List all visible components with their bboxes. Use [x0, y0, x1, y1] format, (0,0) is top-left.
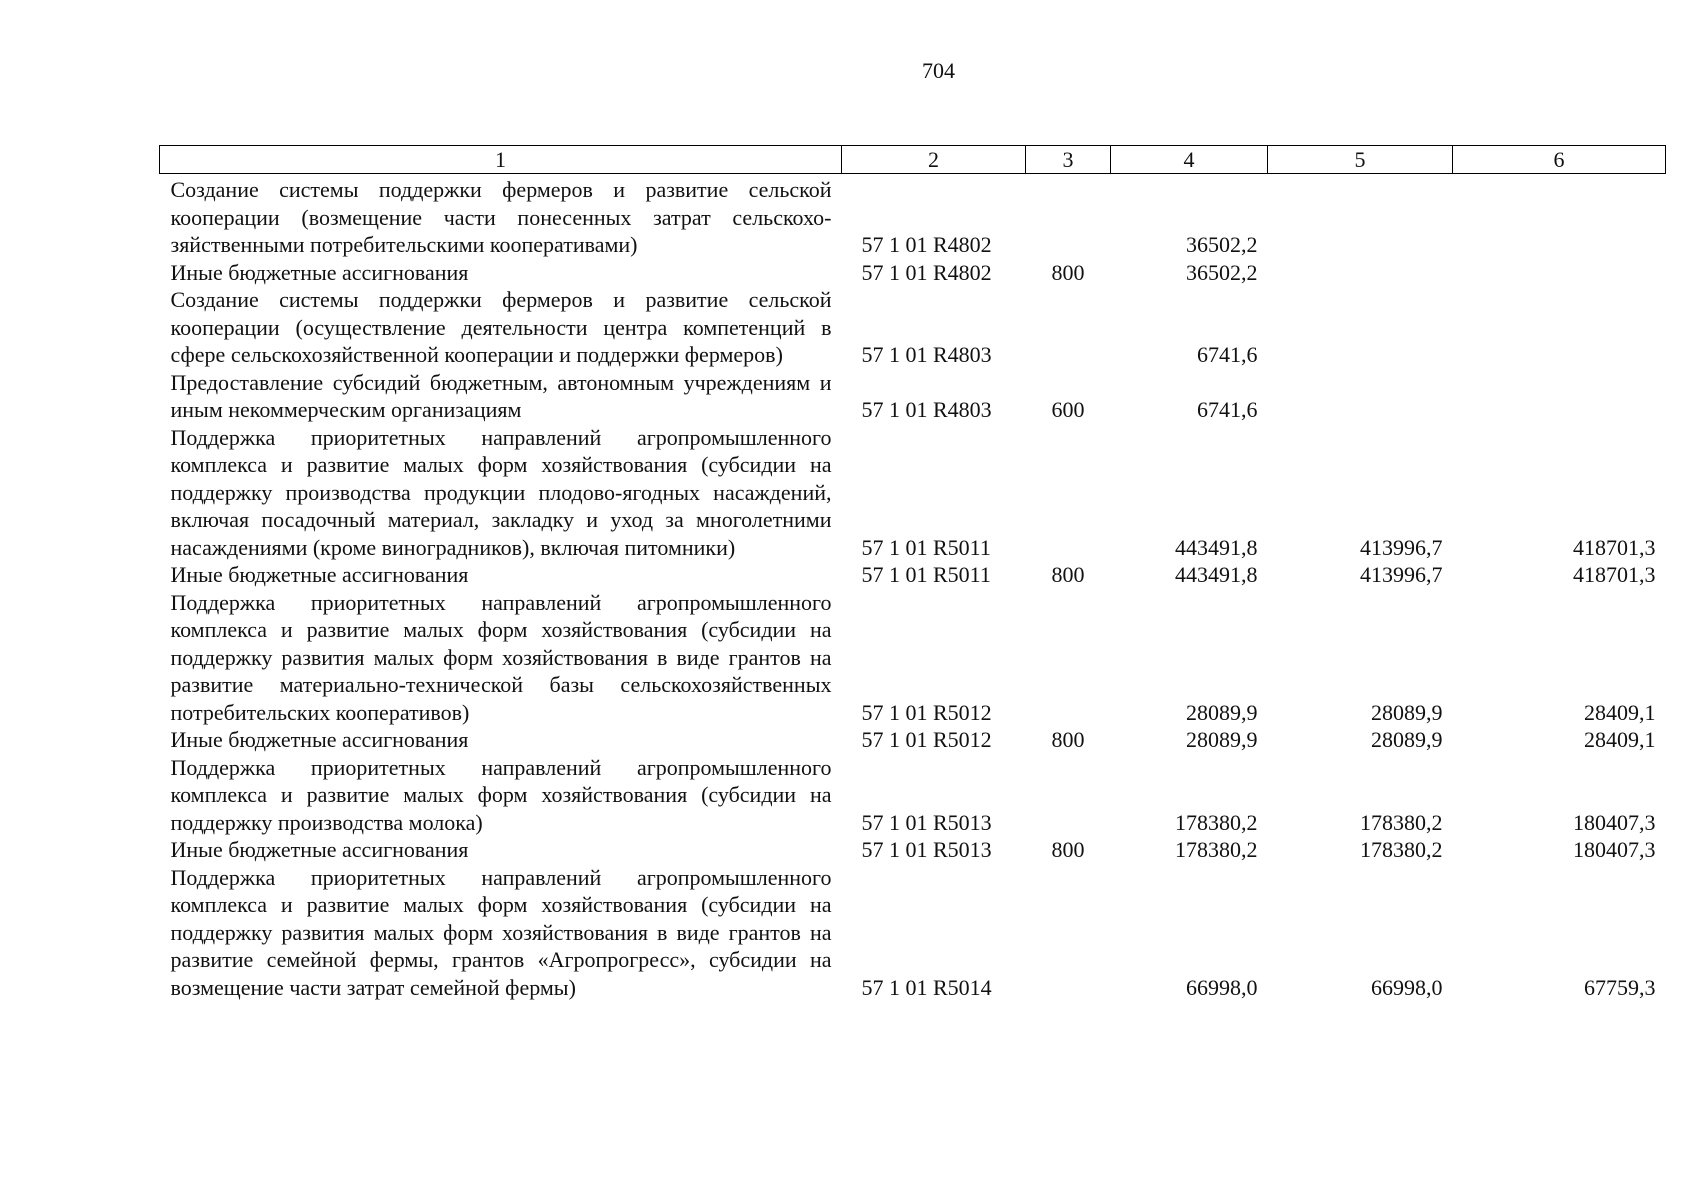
row-value-5: [1268, 174, 1453, 259]
row-value-6: [1453, 259, 1666, 287]
table-body: [160, 174, 1666, 1002]
row-name: Иные бюджетные ассигнования: [170, 837, 469, 862]
row-type: [1026, 424, 1111, 562]
row-code: 57 1 01 R5013: [861, 837, 992, 862]
row-code: 57 1 01 R4802: [861, 232, 992, 257]
row-type: 800: [1051, 562, 1085, 587]
header-cell-4: 4: [1111, 146, 1268, 174]
table-row: [160, 259, 1666, 287]
table-row: [160, 754, 1666, 837]
table-row: [160, 836, 1666, 864]
row-value-5: 413996,7: [1360, 534, 1443, 560]
row-value-4: 178380,2: [1175, 809, 1258, 835]
row-value-6: 418701,3: [1573, 562, 1656, 587]
row-value-5: 28089,9: [1371, 727, 1443, 752]
row-type: [1026, 286, 1111, 369]
row-type: [1026, 174, 1111, 259]
row-name: Поддержка приоритетных направлений агропромышленного комплекса и развитие малых форм хозяйствования (субсидии на поддержку развития малых форм хозяйствования в виде грантов на развитие материально-технической базы сельскохозяйственных потребительских кооперативов): [170, 589, 832, 725]
table-header: [160, 146, 1666, 174]
row-value-4: 443491,8: [1175, 534, 1258, 560]
row-code: 57 1 01 R4803: [861, 397, 992, 422]
row-value-6: [1453, 369, 1666, 424]
row-value-5: [1268, 259, 1453, 287]
row-type: [1026, 589, 1111, 727]
row-value-5: 28089,9: [1371, 699, 1443, 725]
table-row: [160, 561, 1666, 589]
table-row: [160, 424, 1666, 562]
header-cell-3: 3: [1026, 146, 1111, 174]
row-value-5: [1268, 369, 1453, 424]
row-code: 57 1 01 R5012: [861, 727, 992, 752]
table-row: [160, 174, 1666, 259]
row-code: 57 1 01 R5013: [861, 809, 992, 835]
row-value-4: 443491,8: [1175, 562, 1258, 587]
row-value-4: 28089,9: [1186, 699, 1258, 725]
row-name: Иные бюджетные ассигнования: [170, 259, 469, 285]
row-name: Иные бюджетные ассигнования: [170, 727, 469, 752]
header-cell-1: 1: [160, 146, 842, 174]
row-name: Поддержка приоритетных направлений агропромышленного комплекса и развитие малых форм хозяйствования (субсидии на поддержку производства молока): [170, 754, 832, 835]
row-value-5: 66998,0: [1371, 974, 1443, 1000]
row-name: Создание системы поддержки фермеров и развитие сельской кооперации (осуществление деятельности центра компетенций в сфере сельскохозяйственной кооперации и поддержки фермеров): [170, 287, 832, 367]
row-code: 57 1 01 R5014: [861, 974, 992, 1000]
row-code: 57 1 01 R5011: [861, 534, 991, 560]
table-row: [160, 369, 1666, 424]
row-name: Создание системы поддержки фермеров и развитие сельской кооперации (возмещение части понесенных затрат сельскохозяйственными потребительскими кооперативами): [170, 177, 832, 257]
row-value-6: 180407,3: [1573, 837, 1656, 862]
header-cell-5: 5: [1268, 146, 1453, 174]
row-type: 800: [1051, 727, 1085, 752]
table-row: [160, 286, 1666, 369]
row-value-4: 66998,0: [1186, 974, 1258, 1000]
row-code: 57 1 01 R5012: [861, 699, 992, 725]
page-number: 704: [922, 58, 955, 83]
row-value-6: 67759,3: [1584, 974, 1656, 1000]
row-name: Поддержка приоритетных направлений агропромышленного комплекса и развитие малых форм хозяйствования (субсидии на поддержку развития малых форм хозяйствования в виде грантов на развитие семейной фермы, грантов «Агропрогресс», субсидии на возмещение части затрат семейной фермы): [170, 864, 832, 1000]
header-cell-2: 2: [842, 146, 1026, 174]
row-name: Иные бюджетные ассигнования: [170, 562, 469, 587]
table-row: [160, 864, 1666, 1002]
row-type: [1026, 754, 1111, 837]
row-code: 57 1 01 R4802: [861, 259, 992, 285]
row-name: Поддержка приоритетных направлений агропромышленного комплекса и развитие малых форм хозяйствования (субсидии на поддержку производства продукции плодово-ягодных насаждений, включая посадочный материал, закладку и уход за многолетними насаждениями (кроме виноградников), включая питомники): [170, 424, 832, 560]
row-type: 800: [1051, 259, 1085, 285]
row-type: 600: [1051, 397, 1085, 422]
row-type: 800: [1051, 837, 1085, 862]
row-value-6: 418701,3: [1573, 534, 1656, 560]
row-value-4: 178380,2: [1175, 837, 1258, 862]
row-type: [1026, 864, 1111, 1002]
row-value-4: 6741,6: [1197, 342, 1258, 367]
row-name: Предоставление субсидий бюджетным, автономным учреждениям и иным некоммерческим организациям: [170, 369, 832, 422]
row-value-6: 28409,1: [1584, 727, 1656, 752]
row-value-5: 178380,2: [1360, 809, 1443, 835]
row-value-4: 36502,2: [1186, 232, 1258, 257]
row-value-5: 178380,2: [1360, 837, 1443, 862]
row-value-5: [1268, 286, 1453, 369]
header-row: [160, 146, 1666, 174]
row-value-6: [1453, 174, 1666, 259]
row-value-4: 36502,2: [1186, 259, 1258, 285]
row-value-4: 6741,6: [1197, 397, 1258, 422]
row-value-5: 413996,7: [1360, 562, 1443, 587]
row-value-6: [1453, 286, 1666, 369]
row-code: 57 1 01 R5011: [861, 562, 991, 587]
row-value-6: 28409,1: [1584, 699, 1656, 725]
budget-table: [159, 145, 1666, 1001]
table-row: [160, 726, 1666, 754]
row-value-4: 28089,9: [1186, 727, 1258, 752]
row-value-6: 180407,3: [1573, 809, 1656, 835]
row-code: 57 1 01 R4803: [861, 342, 992, 367]
table-row: [160, 589, 1666, 727]
header-cell-6: 6: [1453, 146, 1666, 174]
